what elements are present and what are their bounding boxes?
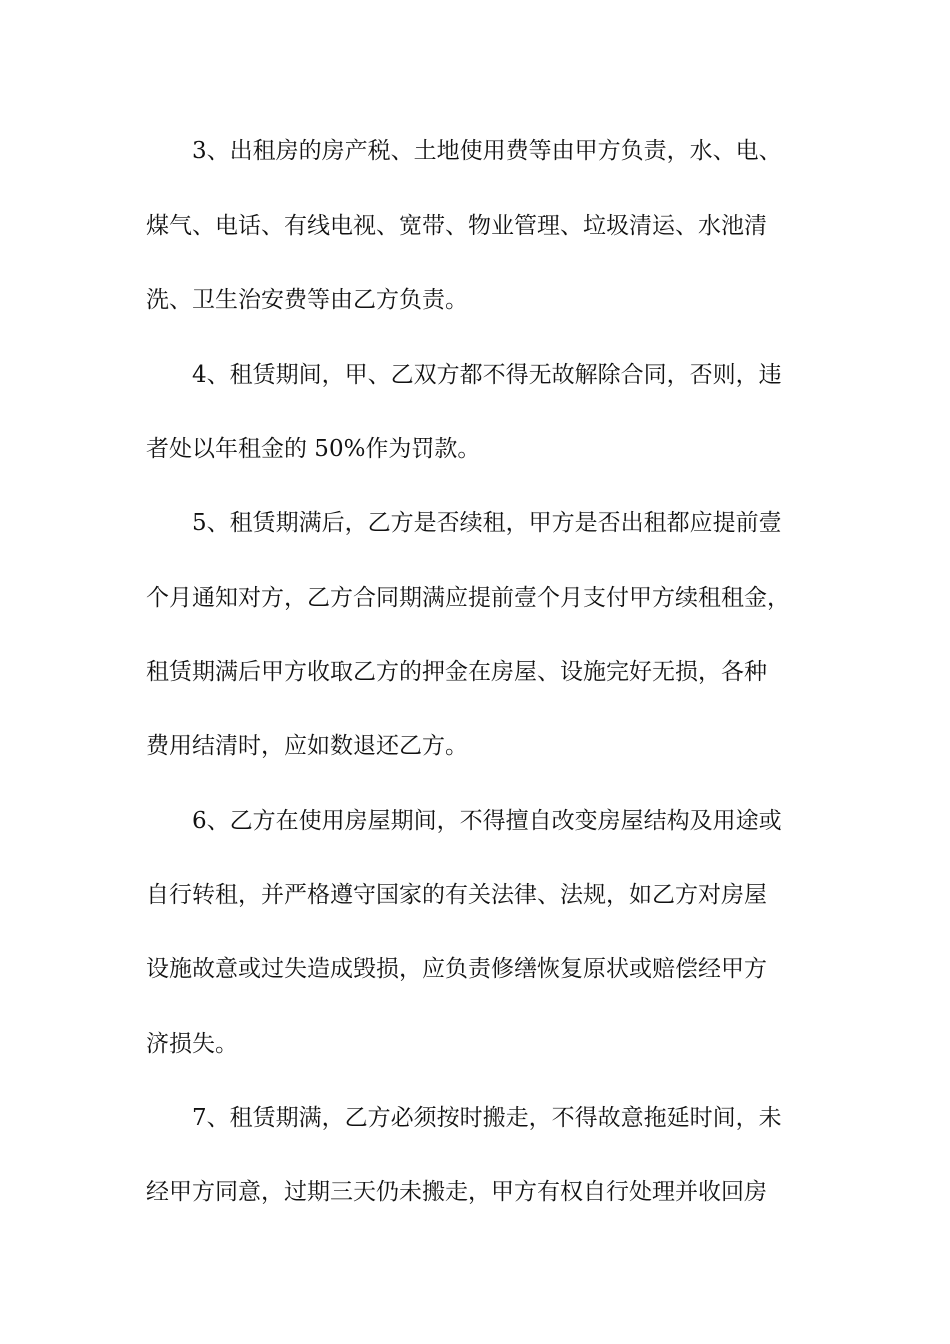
clause-7-line-2: 经甲方同意，过期三天仍未搬走，甲方有权自行处理并收回房 [146, 1179, 767, 1205]
clause-7-line-1: 7、租赁期满，乙方必须按时搬走，不得故意拖延时间，未 [192, 1105, 782, 1131]
clause-5-line-4: 费用结清时，应如数退还乙方。 [146, 733, 468, 759]
clause-6-line-3: 设施故意或过失造成毁损，应负责修缮恢复原状或赔偿经甲方 [146, 956, 767, 982]
clause-5-line-2: 个月通知对方，乙方合同期满应提前壹个月支付甲方续租租金， [146, 585, 790, 611]
clause-6-line-1: 6、乙方在使用房屋期间，不得擅自改变房屋结构及用途或 [192, 808, 782, 834]
clause-3-line-3: 洗、卫生治安费等由乙方负责。 [146, 287, 468, 313]
clause-6-line-2: 自行转租，并严格遵守国家的有关法律、法规，如乙方对房屋 [146, 882, 767, 908]
clause-4-line-1: 4、租赁期间，甲、乙双方都不得无故解除合同，否则，违 [192, 362, 782, 388]
clause-3-line-2: 煤气、电话、有线电视、宽带、物业管理、垃圾清运、水池清 [146, 213, 767, 239]
clause-3-line-1: 3、出租房的房产税、土地使用费等由甲方负责，水、电、 [192, 138, 782, 164]
clause-5-line-1: 5、租赁期满后，乙方是否续租，甲方是否出租都应提前壹 [192, 510, 782, 536]
clause-4-line-2: 者处以年租金的 50%作为罚款。 [146, 436, 481, 462]
clause-6-line-4: 济损失。 [146, 1031, 238, 1057]
clause-5-line-3: 租赁期满后甲方收取乙方的押金在房屋、设施完好无损，各种 [146, 659, 767, 685]
